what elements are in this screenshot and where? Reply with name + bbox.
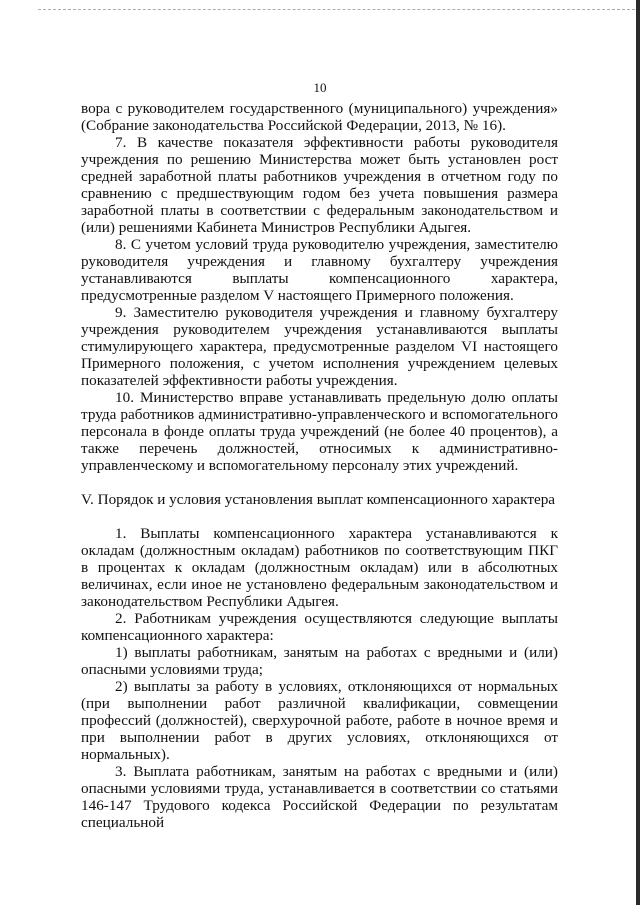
paragraphs-top (81, 100, 558, 474)
paragraph: 7. В качестве показателя эффективности работы руководителя учреждения по решению Министерства может быть установлен рост средней заработной платы работников учреждения в отчетном году по сравнению с предшествующим годом без учета повышения размера заработной платы в соответствии с федеральным законодательством и (или) решениями Кабинета Министров Республики Адыгея. (81, 134, 558, 236)
paragraph: 3. Выплата работникам, занятым на работах с вредными и (или) опасными условиями труда, устанавливается в соответствии со статьями 146-147 Трудового кодекса Российской Федерации по результатам специальной (81, 763, 558, 831)
page-number: 10 (313, 80, 327, 95)
scan-edge-top (38, 9, 640, 10)
paragraph: 1) выплаты работникам, занятым на работах с вредными и (или) опасными условиями труда; (81, 644, 558, 678)
scan-edge-right (636, 0, 640, 905)
paragraph: 2) выплаты за работу в условиях, отклоняющихся от нормальных (при выполнении работ различной квалификации, совмещении профессий (должностей), сверхурочной работе, работе в ночное время и при выполнении работ в других условиях, отклоняющихся от нормальных). (81, 678, 558, 763)
paragraph: 9. Заместителю руководителя учреждения и главному бухгалтеру учреждения руководителем учреждения устанавливаются выплаты стимулирующего характера, предусмотренные разделом VI настоящего Примерного положения, с учетом исполнения учреждением целевых показателей эффективности работы учреждения. (81, 304, 558, 389)
paragraph: вора с руководителем государственного (муниципального) учреждения» (Собрание законодательства Российской Федерации, 2013, № 16). (81, 100, 558, 134)
paragraph: 10. Министерство вправе устанавливать предельную долю оплаты труда работников административно-управленческого и вспомогательного персонала в фонде оплаты труда учреждений (не более 40 процентов), а также перечень должностей, относимых к административно-управленческому и вспомогательному персоналу этих учреждений. (81, 389, 558, 474)
paragraphs-bottom (81, 525, 558, 831)
paragraph: 1. Выплаты компенсационного характера устанавливаются к окладам (должностным окладам) работников по соответствующим ПКГ в процентах к окладам (должностным окладам) или в абсолютных величинах, если иное не установлено федеральным законодательством и законодательством Республики Адыгея. (81, 525, 558, 610)
paragraph: 8. С учетом условий труда руководителю учреждения, заместителю руководителя учреждения и главному бухгалтеру учреждения устанавливаются выплаты компенсационного характера, предусмотренные разделом V настоящего Примерного положения. (81, 236, 558, 304)
paragraph: 2. Работникам учреждения осуществляются следующие выплаты компенсационного характера: (81, 610, 558, 644)
document-body (81, 100, 558, 831)
section-heading: V. Порядок и условия установления выплат компенсационного характера (81, 491, 556, 508)
